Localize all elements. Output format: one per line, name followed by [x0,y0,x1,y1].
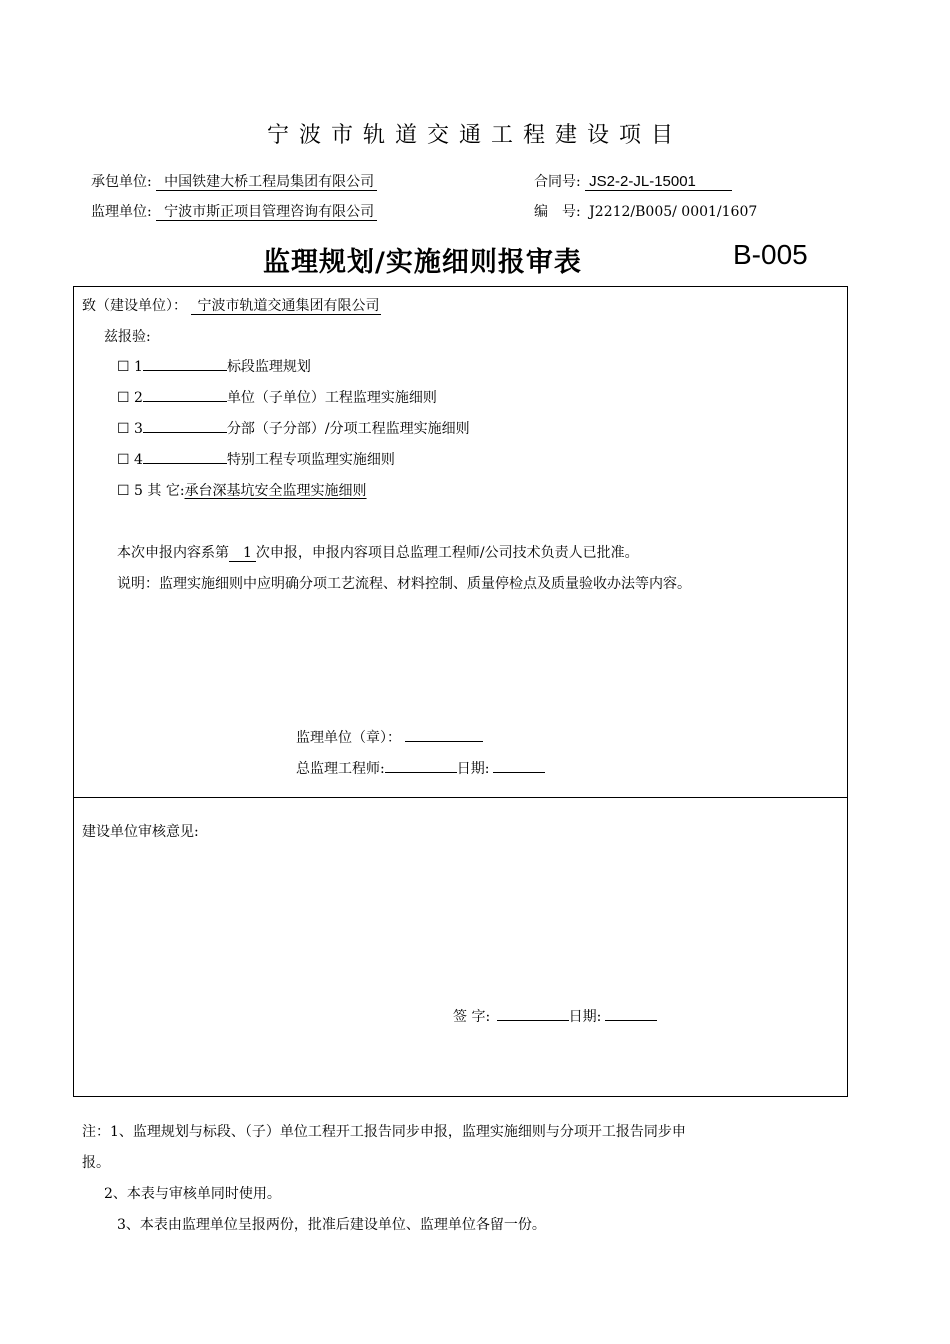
form-code: B-005 [733,239,808,270]
addressee-label: 致（建设单位）： [82,298,187,314]
checkbox-item-1[interactable] [117,356,311,376]
checkbox-icon: ☐ [117,483,130,499]
submission-statement [117,542,639,562]
note-line-1: 注：1、监理规划与标段、（子）单位工程开工报告同步申报，监理实施细则与分项开工报告同步申 [82,1124,686,1140]
item-number: 3 [134,421,143,437]
date-label: 日期: [456,761,490,777]
contract-no-value: JS2-2-JL-15001 [585,174,732,191]
chief-engineer-row [296,758,545,778]
supervisor-label: 监理单位: [91,204,152,220]
sign-label: 签 字: [453,1009,491,1025]
note-line-1b: 报。 [82,1155,110,1171]
fill-blank [143,418,227,433]
owner-review-section [73,796,848,1097]
explanation-text: 说明：监理实施细则中应明确分项工艺流程、材料控制、质量停检点及质量验收办法等内容。 [117,576,691,592]
item-number: 1 [134,359,143,375]
serial-row [534,201,757,221]
checkbox-item-4[interactable] [117,449,395,469]
item-number: 4 [134,452,143,468]
note-line-3: 3、本表由监理单位呈报两份，批准后建设单位、监理单位各留一份。 [117,1217,546,1233]
note-line-2: 2、本表与审核单同时使用。 [104,1186,281,1202]
other-value: 承台深基坑安全监理实施细则 [184,483,367,499]
fill-blank [143,356,227,371]
supervisor-seal-row [296,727,483,747]
contractor-value: 中国铁建大桥工程局集团有限公司 [156,174,377,191]
seal-blank[interactable] [405,727,483,742]
date-blank[interactable] [605,1006,657,1021]
submission-prefix: 本次申报内容系第 [117,545,229,561]
chief-engineer-label: 总监理工程师: [296,761,385,777]
checkbox-icon: ☐ [117,359,130,375]
date-blank[interactable] [493,758,545,773]
item-label: 单位（子单位）工程监理实施细则 [226,390,437,406]
project-title: 宁波市轨道交通工程建设项目 [266,123,683,148]
fill-blank [143,449,227,464]
owner-sign-row [453,1006,657,1026]
serial-label: 编 号: [534,204,581,220]
supervisor-value: 宁波市斯正项目管理咨询有限公司 [156,204,377,221]
date-label: 日期: [568,1009,602,1025]
checkbox-item-3[interactable] [117,418,470,438]
item-label: 分部（子分部）/分项工程监理实施细则 [226,421,470,437]
submission-count: 1 [229,545,256,562]
addressee-row [82,295,381,315]
checkbox-icon: ☐ [117,390,130,406]
contractor-row [91,171,377,191]
owner-opinion-label: 建设单位审核意见: [82,824,199,840]
seal-label: 监理单位（章）： [296,730,401,746]
submit-label: 兹报验: [104,329,151,345]
contract-no-label: 合同号: [534,174,581,190]
contractor-label: 承包单位: [91,174,152,190]
fill-blank [143,387,227,402]
checkbox-icon: ☐ [117,421,130,437]
other-prefix: 5 其 它: [134,483,185,499]
checkbox-item-2[interactable] [117,387,437,407]
checkbox-item-other[interactable] [117,480,367,500]
checkbox-icon: ☐ [117,452,130,468]
contract-no-row [534,171,732,191]
addressee-value: 宁波市轨道交通集团有限公司 [191,298,381,315]
supervisor-row [91,201,377,221]
item-number: 2 [134,390,143,406]
form-title: 监理规划/实施细则报审表 [263,247,582,278]
serial-value: J2212/B005/ 0001/1607 [589,204,758,220]
item-label: 标段监理规划 [226,359,311,375]
submission-suffix: 次申报，申报内容项目总监理工程师/公司技术负责人已批准。 [255,545,639,561]
chief-engineer-blank[interactable] [385,758,457,773]
sign-blank[interactable] [497,1006,569,1021]
item-label: 特别工程专项监理实施细则 [226,452,395,468]
